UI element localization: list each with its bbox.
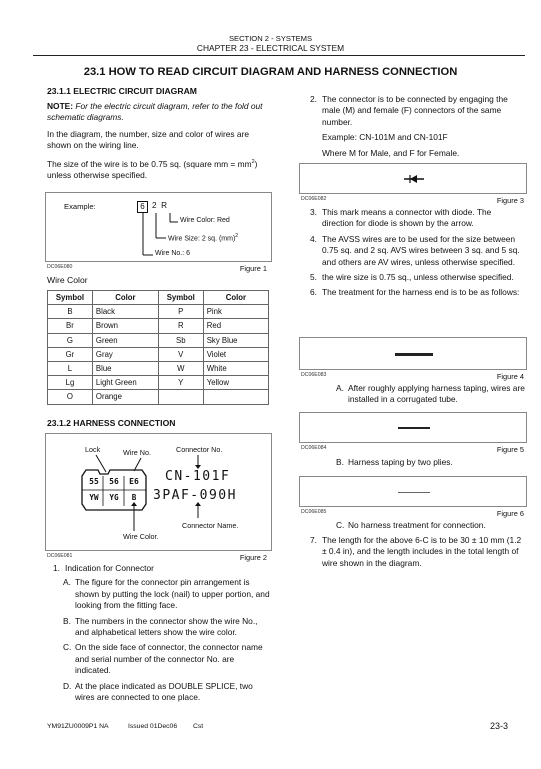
symbol-cell: Gr [48,347,93,361]
header-rule [33,55,525,56]
figure-1-box [45,192,272,262]
list-item: 3. This mark means a connector with diode. The direction for diode is shown by the arrow. [310,207,492,229]
page-number: 23-3 [490,721,509,731]
color-cell: Red [203,319,268,333]
wire-color-heading: Wire Color [47,275,88,285]
figure-3-id: DC06E082 [301,196,327,202]
wire-no-label: Wire No.: 6 [155,250,191,257]
symbol-cell: L [48,361,93,375]
symbol-cell: V [158,347,203,361]
color-cell: Yellow [203,376,268,390]
wire-size-label: Wire Size: 2 sq. (mm)$^2$ [168,233,239,243]
paragraph-size: The size of the wire is to be 0.75 sq. (square mm = $mm^2$) unless otherwise specified. [47,158,258,180]
color-cell: White [203,361,268,375]
figure-4-box [299,337,527,370]
figure-1-id: DC06E080 [47,264,73,270]
table-row [48,333,269,347]
example-label: Example: [64,202,96,211]
table-row [48,305,269,319]
col-symbol: Symbol [158,291,203,305]
list-item: A. The figure for the connector pin arrangement is shown by putting the lock (nail) to upper portion, and looking from the fitting face. [63,577,270,611]
symbol-cell: Sb [158,333,203,347]
color-cell: Gray [92,347,158,361]
figure-6-caption: Figure 6 [496,509,524,518]
paragraph-wires: In the diagram, the number, size and color of wires are shown on the wiring line. [47,128,250,151]
figure-4-caption: Figure 4 [496,372,524,381]
diode-mark-icon [300,164,528,195]
item-6a: A. After roughly applying harness taping, wires are installed in a corrugated tube. [336,383,525,405]
section-header: SECTION 2 - SYSTEMS [228,34,313,43]
connector-number-code: CN-101F [165,469,231,484]
color-cell: Light Green [92,376,158,390]
figure-6-id: DC06E085 [301,509,327,515]
figure-5-caption: Figure 5 [496,445,524,454]
table-row [48,376,269,390]
symbol-cell: P [158,305,203,319]
item-6c: C. No harness treatment for connection. [336,520,486,530]
figure-3-caption: Figure 3 [496,196,524,205]
lock-label: Lock [85,445,101,454]
figure-3-box [299,163,527,194]
chapter-header: CHAPTER 23 - ELECTRICAL SYSTEM [196,43,345,53]
connector-indication-list [53,563,272,703]
color-cell: Black [92,305,158,319]
color-cell [203,390,268,404]
symbol-cell [158,390,203,404]
list-item: 5. the wire size is 0.75 sq., unless otherwise specified. [310,272,514,283]
figure-6-box [299,476,527,507]
note-paragraph [47,101,272,124]
page-title: 23.1 HOW TO READ CIRCUIT DIAGRAM AND HARNESS CONNECTION [83,66,458,78]
list-item: 1. Indication for Connector [53,563,154,573]
item-6b: B. Harness taping by two plies. [336,457,453,467]
corrugated-tube-icon [395,353,433,356]
pin-e6: E6 [129,477,139,486]
symbol-cell: G [48,333,93,347]
figure-4-id: DC06E083 [301,372,327,378]
pin-yg: YG [109,493,119,502]
footer-issued: Issued 01Dec06 [128,723,178,730]
symbol-cell: Lg [48,376,93,390]
color-cell: Pink [203,305,268,319]
footer-doc-number: YM91ZU0009P1 NA [47,723,109,730]
item-2: 2. The connector is to be connected by engaging the male (M) and female (F) connectors of the same number. Example: CN-101M and CN-101F Where M for Male, and F for Female. [310,94,525,159]
section-heading-circuit: 23.1.1 ELECTRIC CIRCUIT DIAGRAM [47,86,197,96]
pin-55: 55 [89,477,99,486]
figure-2-box [45,433,272,551]
col-color: Color [203,291,268,305]
symbol-cell: Y [158,376,203,390]
wire-number-box: 6 [137,201,148,213]
wire-color-label: Wire Color. [123,532,159,541]
figure-5-box [299,412,527,443]
list-item: B. The numbers in the connector show the wire No., and alphabetical letters show the wire color. [63,615,258,638]
table-row [48,361,269,375]
figure-1-caption: Figure 1 [239,264,267,273]
pin-b: B [131,493,137,502]
wire-code: 2 R [152,201,168,210]
pin-56: 56 [109,477,119,486]
color-cell: Violet [203,347,268,361]
list-item: 4. The AVSS wires are to be used for the size between 0.75 sq. and 2 sq. AVS wires between 3 sq. and 5 sq. and others are AV wires, unless otherwise specified. [310,233,520,267]
section-heading-harness: 23.1.2 HARNESS CONNECTION [47,418,176,428]
figure-2-caption: Figure 2 [239,553,267,562]
list-item: C. On the side face of connector, the connector name and serial number of the connector No. are indicated. [63,642,263,676]
note-label: NOTE: [47,101,74,111]
wire-color-table [47,290,269,405]
list-item: D. At the place indicated as DOUBLE SPLICE, two wires are connected to one place. [63,680,253,703]
color-cell: Sky Blue [203,333,268,347]
list-item: 6. The treatment for the harness end is to be as follows: [310,287,520,298]
symbol-cell: O [48,390,93,404]
table-row [48,347,269,361]
symbol-cell: B [48,305,93,319]
note-text: For the electric circuit diagram, refer to the fold out schematic diagrams. [47,101,263,123]
untreated-wire-icon [398,492,430,493]
figure-2-id: DC06E081 [47,553,73,559]
color-cell: Green [92,333,158,347]
connector-name-label: Connector Name. [182,521,239,530]
footer-cst: Cst [193,723,204,730]
col-symbol: Symbol [48,291,93,305]
harness-taping-icon [398,427,430,429]
color-cell: Orange [92,390,158,404]
item-7: 7. The length for the above 6-C is to be 30 ± 10 mm (1.2 ± 0.4 in), and the length includes in the total length of wire shown in the diagram. [310,535,522,568]
col-color: Color [92,291,158,305]
figure-5-id: DC06E084 [301,445,327,451]
connector-no-label: Connector No. [176,445,223,454]
table-row [48,319,269,333]
pin-yw: YW [89,493,99,502]
color-cell: Brown [92,319,158,333]
wire-color-label: Wire Color: Red [180,217,230,224]
connector-part-code: 3PAF-090H [153,488,237,503]
symbol-cell: R [158,319,203,333]
table-header-row [48,291,269,305]
right-list [310,207,525,299]
example-text: Example: CN-101M and CN-101F [322,132,448,143]
where-text: Where M for Male, and F for Female. [322,147,460,158]
symbol-cell: W [158,361,203,375]
table-row [48,390,269,404]
color-cell: Blue [92,361,158,375]
symbol-cell: Br [48,319,93,333]
wire-no-label: Wire No. [123,448,151,457]
